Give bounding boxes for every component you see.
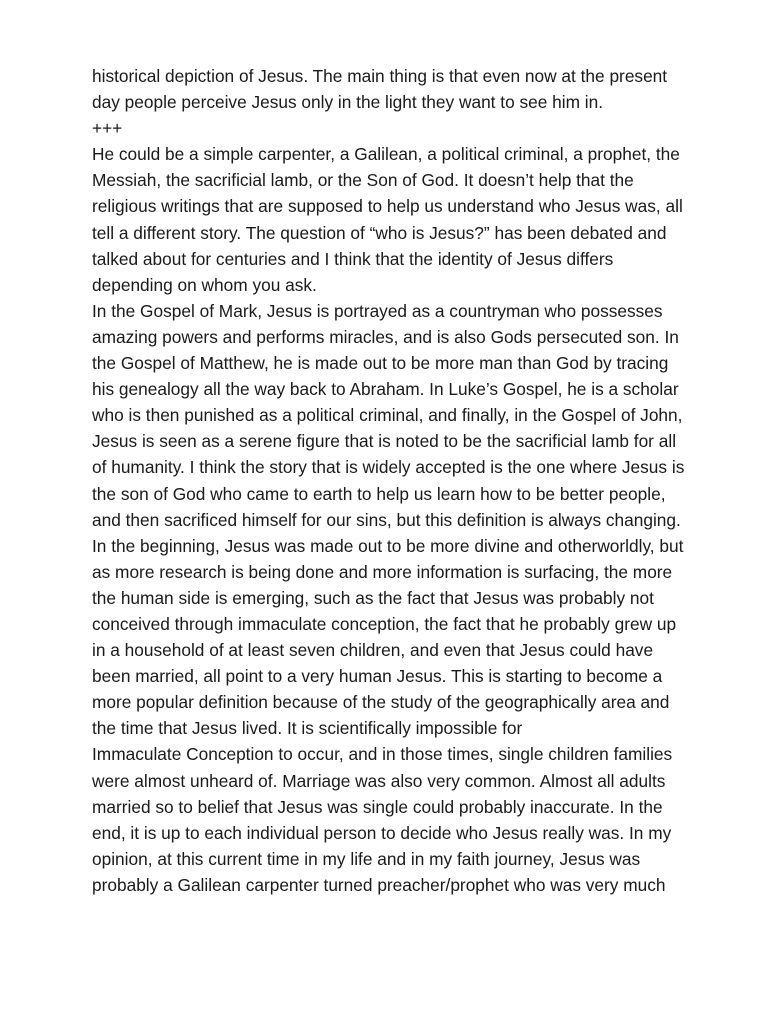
text-line: more popular definition because of the study of the geographically area and: [92, 692, 670, 713]
text-line: in a household of at least seven children, and even that Jesus could have: [92, 640, 654, 661]
text-line: opinion, at this current time in my life and in my faith journey, Jesus was: [92, 848, 641, 869]
text-line: as more research is being done and more information is surfacing, the more: [92, 561, 673, 582]
text-line: the time that Jesus lived. It is scientifically impossible for: [92, 718, 523, 739]
text-line: talked about for centuries and I think that the identity of Jesus differs: [92, 248, 614, 269]
body-text: [92, 63, 712, 898]
text-line: day people perceive Jesus only in the light they want to see him in.: [92, 92, 604, 113]
text-line: been married, all point to a very human Jesus. This is starting to become a: [92, 666, 663, 687]
text-line: probably a Galilean carpenter turned preacher/prophet who was very much: [92, 874, 666, 895]
text-line: and then sacrificed himself for our sins, but this definition is always changing.: [92, 509, 681, 530]
text-line: the human side is emerging, such as the fact that Jesus was probably not: [92, 587, 654, 608]
text-line: of humanity. I think the story that is widely accepted is the one where Jesus is: [92, 457, 685, 478]
text-line: Jesus is seen as a serene figure that is noted to be the sacrificial lamb for all: [92, 431, 677, 452]
text-line: +++: [92, 118, 123, 139]
text-line: conceived through immaculate conception, the fact that he probably grew up: [92, 613, 677, 634]
text-line: were almost unheard of. Marriage was also very common. Almost all adults: [92, 770, 666, 791]
text-line: who is then punished as a political criminal, and finally, in the Gospel of John,: [92, 405, 683, 426]
text-line: historical depiction of Jesus. The main thing is that even now at the present: [92, 66, 668, 86]
text-line: Immaculate Conception to occur, and in those times, single children families: [92, 744, 673, 765]
text-line: the son of God who came to earth to help us learn how to be better people,: [92, 483, 666, 504]
text-line: religious writings that are supposed to help us understand who Jesus was, all: [92, 196, 683, 217]
text-line: He could be a simple carpenter, a Galilean, a political criminal, a prophet, the: [92, 144, 680, 165]
text-line: end, it is up to each individual person to decide who Jesus really was. In my: [92, 822, 672, 843]
text-line: the Gospel of Matthew, he is made out to be more man than God by tracing: [92, 353, 669, 374]
text-line: his genealogy all the way back to Abraham. In Luke’s Gospel, he is a scholar: [92, 379, 679, 400]
text-line: In the beginning, Jesus was made out to be more divine and otherworldly, but: [92, 535, 684, 556]
text-line: amazing powers and performs miracles, and is also Gods persecuted son. In: [92, 326, 679, 347]
text-line: depending on whom you ask.: [92, 274, 317, 295]
text-line: In the Gospel of Mark, Jesus is portrayed as a countryman who possesses: [92, 300, 663, 321]
text-line: Messiah, the sacrificial lamb, or the Son of God. It doesn’t help that the: [92, 170, 634, 191]
text-line: tell a different story. The question of “who is Jesus?” has been debated and: [92, 222, 667, 243]
text-line: married so to belief that Jesus was single could probably inaccurate. In the: [92, 796, 663, 817]
